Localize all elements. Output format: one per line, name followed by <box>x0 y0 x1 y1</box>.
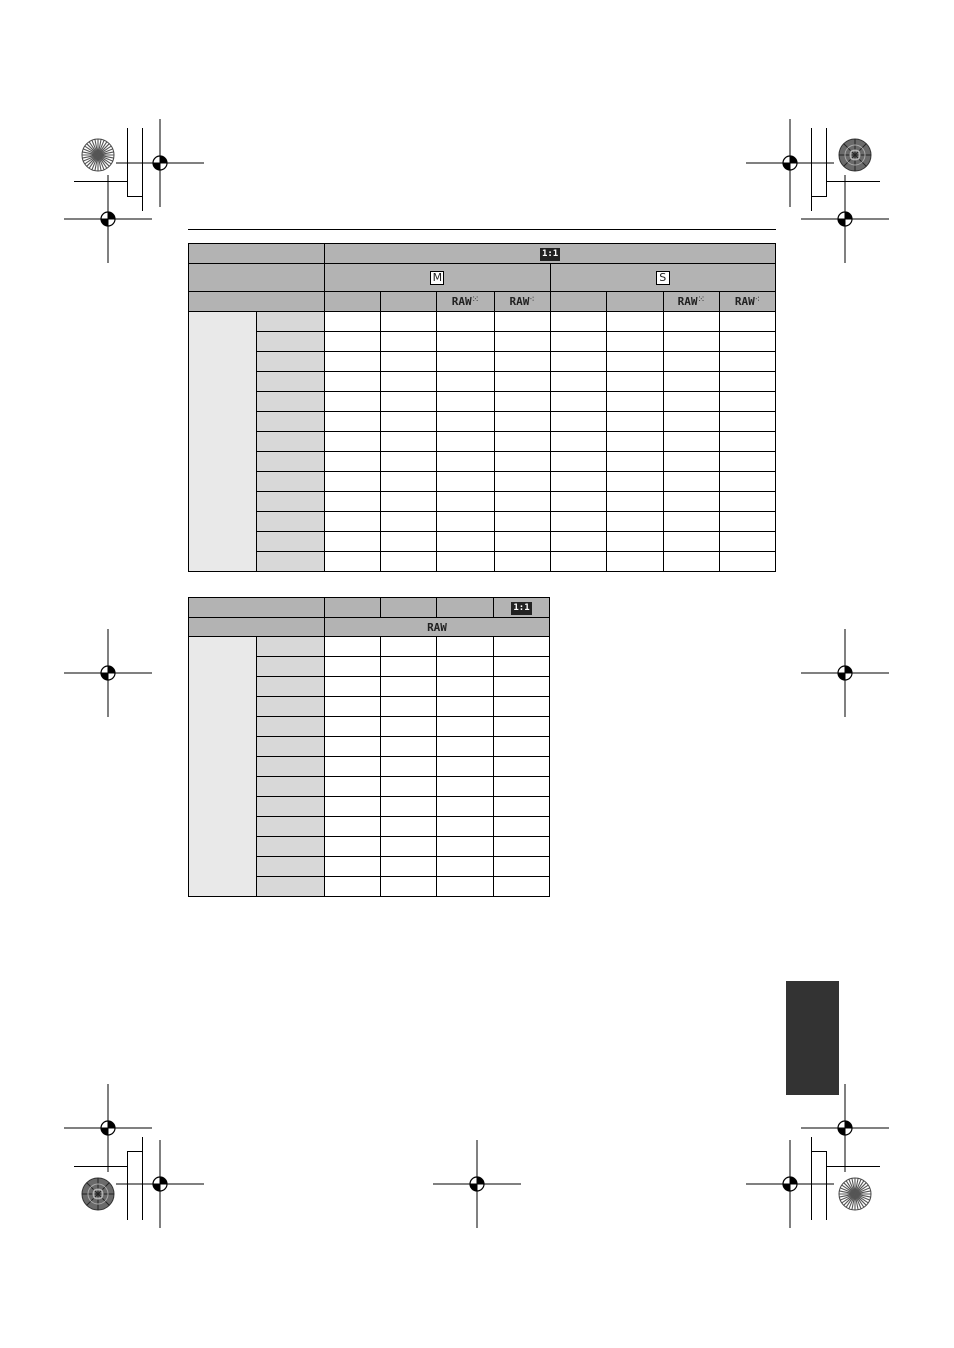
table-cell <box>381 372 437 392</box>
row-label <box>257 312 325 332</box>
table-cell <box>381 412 437 432</box>
table-cell <box>494 392 550 412</box>
table-cell <box>437 512 494 532</box>
table-cell <box>494 717 550 737</box>
table-cell <box>325 837 381 857</box>
table-row <box>189 637 550 657</box>
table-row <box>189 452 776 472</box>
table-cell <box>550 372 606 392</box>
table-1-body <box>189 312 776 572</box>
table-row <box>189 332 776 352</box>
table-cell <box>325 797 381 817</box>
row-label <box>257 412 325 432</box>
table-cell <box>719 492 775 512</box>
raw-header <box>325 618 550 637</box>
table-cell <box>606 372 663 392</box>
table-cell <box>437 817 494 837</box>
table-cell <box>381 877 437 897</box>
table-cell <box>606 312 663 332</box>
table-cell <box>494 657 550 677</box>
row-label <box>257 492 325 512</box>
table-cell <box>325 717 381 737</box>
header-cell <box>189 618 325 637</box>
table-cell <box>381 332 437 352</box>
table-cell <box>550 552 606 572</box>
table-cell <box>325 492 381 512</box>
table-cell <box>381 352 437 372</box>
quality-header <box>606 292 663 312</box>
table-cell <box>437 757 494 777</box>
row-label <box>257 797 325 817</box>
row-label <box>257 777 325 797</box>
size-s-icon: S <box>656 271 670 285</box>
table-cell <box>606 352 663 372</box>
table-cell <box>437 472 494 492</box>
table-cell <box>381 817 437 837</box>
row-label <box>257 472 325 492</box>
table-cell <box>550 312 606 332</box>
header-rule <box>188 229 776 230</box>
quality-header <box>381 292 437 312</box>
table-cell <box>325 352 381 372</box>
header-cell <box>189 598 325 618</box>
table-cell <box>437 677 494 697</box>
table-cell <box>381 492 437 512</box>
table-cell <box>663 392 719 412</box>
table-cell <box>381 757 437 777</box>
table-cell <box>719 392 775 412</box>
table-cell <box>550 412 606 432</box>
table-cell <box>663 332 719 352</box>
table-cell <box>606 332 663 352</box>
table-cell <box>494 452 550 472</box>
aspect-header <box>437 598 494 618</box>
table-cell <box>437 352 494 372</box>
table-cell <box>381 552 437 572</box>
table-cell <box>325 452 381 472</box>
table-cell <box>550 512 606 532</box>
table-row <box>189 472 776 492</box>
table-cell <box>719 552 775 572</box>
table-cell <box>663 472 719 492</box>
row-label <box>257 372 325 392</box>
row-label <box>257 532 325 552</box>
table-cell <box>437 532 494 552</box>
row-label <box>257 352 325 372</box>
table-cell <box>606 452 663 472</box>
table-cell <box>494 677 550 697</box>
quality-header-raw-fine: RAW⁙ <box>437 292 494 312</box>
table-cell <box>719 432 775 452</box>
table-cell <box>437 717 494 737</box>
table-cell <box>325 857 381 877</box>
table-cell <box>663 432 719 452</box>
table-cell <box>325 637 381 657</box>
table-cell <box>325 532 381 552</box>
table-cell <box>494 412 550 432</box>
table-cell <box>437 432 494 452</box>
quality-header-raw-standard: RAW⁖ <box>494 292 550 312</box>
row-label <box>257 857 325 877</box>
aspect-header <box>325 244 776 264</box>
row-label <box>257 737 325 757</box>
table-cell <box>437 797 494 817</box>
size-header-m <box>325 264 550 292</box>
row-label <box>257 392 325 412</box>
table-cell <box>719 512 775 532</box>
row-label <box>257 637 325 657</box>
size-header-s <box>550 264 775 292</box>
table-cell <box>325 697 381 717</box>
table-cell <box>550 452 606 472</box>
table-cell <box>719 372 775 392</box>
header-cell <box>189 264 325 292</box>
table-cell <box>606 492 663 512</box>
row-label <box>257 877 325 897</box>
table-cell <box>437 857 494 877</box>
row-label <box>257 552 325 572</box>
table-cell <box>494 512 550 532</box>
table-cell <box>381 657 437 677</box>
table-cell <box>325 412 381 432</box>
section-tab <box>786 981 839 1095</box>
table-cell <box>437 697 494 717</box>
aspect-header <box>381 598 437 618</box>
table-cell <box>325 817 381 837</box>
table-row <box>189 372 776 392</box>
row-label <box>257 757 325 777</box>
row-label <box>257 837 325 857</box>
table-cell <box>719 472 775 492</box>
table-cell <box>494 817 550 837</box>
table-cell <box>494 532 550 552</box>
table-cell <box>325 472 381 492</box>
quality-header <box>325 292 381 312</box>
table-cell <box>437 777 494 797</box>
table-cell <box>494 757 550 777</box>
row-label <box>257 452 325 472</box>
table-cell <box>550 392 606 412</box>
table-cell <box>325 677 381 697</box>
table-cell <box>325 392 381 412</box>
table-cell <box>550 532 606 552</box>
table-cell <box>437 877 494 897</box>
aspect-1-1-icon: 1:1 <box>513 603 530 613</box>
table-row <box>189 392 776 412</box>
table-cell <box>494 797 550 817</box>
row-label <box>257 512 325 532</box>
table-cell <box>325 512 381 532</box>
table-cell <box>494 777 550 797</box>
table-cell <box>663 372 719 392</box>
row-label <box>257 817 325 837</box>
table-cell <box>381 837 437 857</box>
table-cell <box>494 312 550 332</box>
table-cell <box>381 512 437 532</box>
header-cell <box>189 244 325 264</box>
table-cell <box>437 492 494 512</box>
table-cell <box>437 372 494 392</box>
quality-header <box>550 292 606 312</box>
table-cell <box>381 697 437 717</box>
table-cell <box>606 432 663 452</box>
table-cell <box>494 352 550 372</box>
table-cell <box>325 552 381 572</box>
aspect-1-1-icon: 1:1 <box>541 249 559 259</box>
table-cell <box>437 332 494 352</box>
table-cell <box>494 857 550 877</box>
table-cell <box>663 552 719 572</box>
table-cell <box>663 532 719 552</box>
table-cell <box>494 552 550 572</box>
table-cell <box>437 412 494 432</box>
table-row <box>189 352 776 372</box>
table-cell <box>494 332 550 352</box>
table-cell <box>494 472 550 492</box>
size-m-icon: M <box>430 271 444 285</box>
raw-standard-icon: RAW <box>734 295 755 308</box>
row-group-label <box>189 637 257 897</box>
table-2-body <box>189 637 550 897</box>
table-cell <box>719 352 775 372</box>
table-row <box>189 312 776 332</box>
table-cell <box>494 697 550 717</box>
table-cell <box>663 312 719 332</box>
table-cell <box>381 737 437 757</box>
header-cell <box>189 292 325 312</box>
table-cell <box>381 677 437 697</box>
table-cell <box>381 857 437 877</box>
table-cell <box>381 532 437 552</box>
table-cell <box>719 412 775 432</box>
table-cell <box>550 332 606 352</box>
table-cell <box>437 837 494 857</box>
table-cell <box>381 777 437 797</box>
table-cell <box>719 452 775 472</box>
table-cell <box>719 312 775 332</box>
table-row <box>189 532 776 552</box>
table-row <box>189 492 776 512</box>
table-1 <box>188 243 776 572</box>
table-cell <box>325 432 381 452</box>
table-row <box>189 552 776 572</box>
table-cell <box>381 392 437 412</box>
quality-header-raw-standard: RAW⁖ <box>719 292 775 312</box>
aspect-header <box>325 598 381 618</box>
table-cell <box>663 492 719 512</box>
table-cell <box>437 637 494 657</box>
table-cell <box>494 637 550 657</box>
table-cell <box>719 332 775 352</box>
table-cell <box>494 492 550 512</box>
row-label <box>257 332 325 352</box>
raw-label: RAW <box>427 620 447 634</box>
row-label <box>257 657 325 677</box>
table-cell <box>494 737 550 757</box>
table-cell <box>606 532 663 552</box>
table-row <box>189 512 776 532</box>
table-cell <box>494 372 550 392</box>
row-label <box>257 432 325 452</box>
table-cell <box>325 657 381 677</box>
table-cell <box>494 432 550 452</box>
table-cell <box>325 757 381 777</box>
table-2 <box>188 597 550 897</box>
row-label <box>257 677 325 697</box>
table-row <box>189 412 776 432</box>
table-cell <box>325 372 381 392</box>
table-cell <box>550 432 606 452</box>
table-cell <box>606 392 663 412</box>
table-cell <box>381 432 437 452</box>
table-cell <box>663 512 719 532</box>
raw-standard-icon: RAW <box>509 295 530 308</box>
row-label <box>257 717 325 737</box>
table-cell <box>437 312 494 332</box>
table-cell <box>606 552 663 572</box>
table-cell <box>381 312 437 332</box>
table-cell <box>325 877 381 897</box>
table-cell <box>663 352 719 372</box>
table-cell <box>606 512 663 532</box>
table-cell <box>606 472 663 492</box>
quality-header-raw-fine: RAW⁙ <box>663 292 719 312</box>
table-cell <box>381 797 437 817</box>
table-cell <box>325 332 381 352</box>
table-cell <box>437 552 494 572</box>
table-cell <box>381 637 437 657</box>
table-cell <box>719 532 775 552</box>
table-cell <box>325 312 381 332</box>
raw-fine-icon: RAW <box>451 295 472 308</box>
table-cell <box>663 452 719 472</box>
table-cell <box>381 717 437 737</box>
raw-fine-icon: RAW <box>677 295 698 308</box>
table-row <box>189 432 776 452</box>
table-cell <box>550 492 606 512</box>
table-cell <box>381 452 437 472</box>
table-cell <box>437 452 494 472</box>
row-label <box>257 697 325 717</box>
table-cell <box>437 737 494 757</box>
table-cell <box>325 777 381 797</box>
table-cell <box>494 837 550 857</box>
table-cell <box>325 737 381 757</box>
table-cell <box>550 352 606 372</box>
table-cell <box>381 472 437 492</box>
table-cell <box>437 392 494 412</box>
aspect-header <box>494 598 550 618</box>
table-cell <box>437 657 494 677</box>
table-cell <box>606 412 663 432</box>
row-group-label <box>189 312 257 572</box>
table-cell <box>550 472 606 492</box>
table-cell <box>494 877 550 897</box>
table-cell <box>663 412 719 432</box>
